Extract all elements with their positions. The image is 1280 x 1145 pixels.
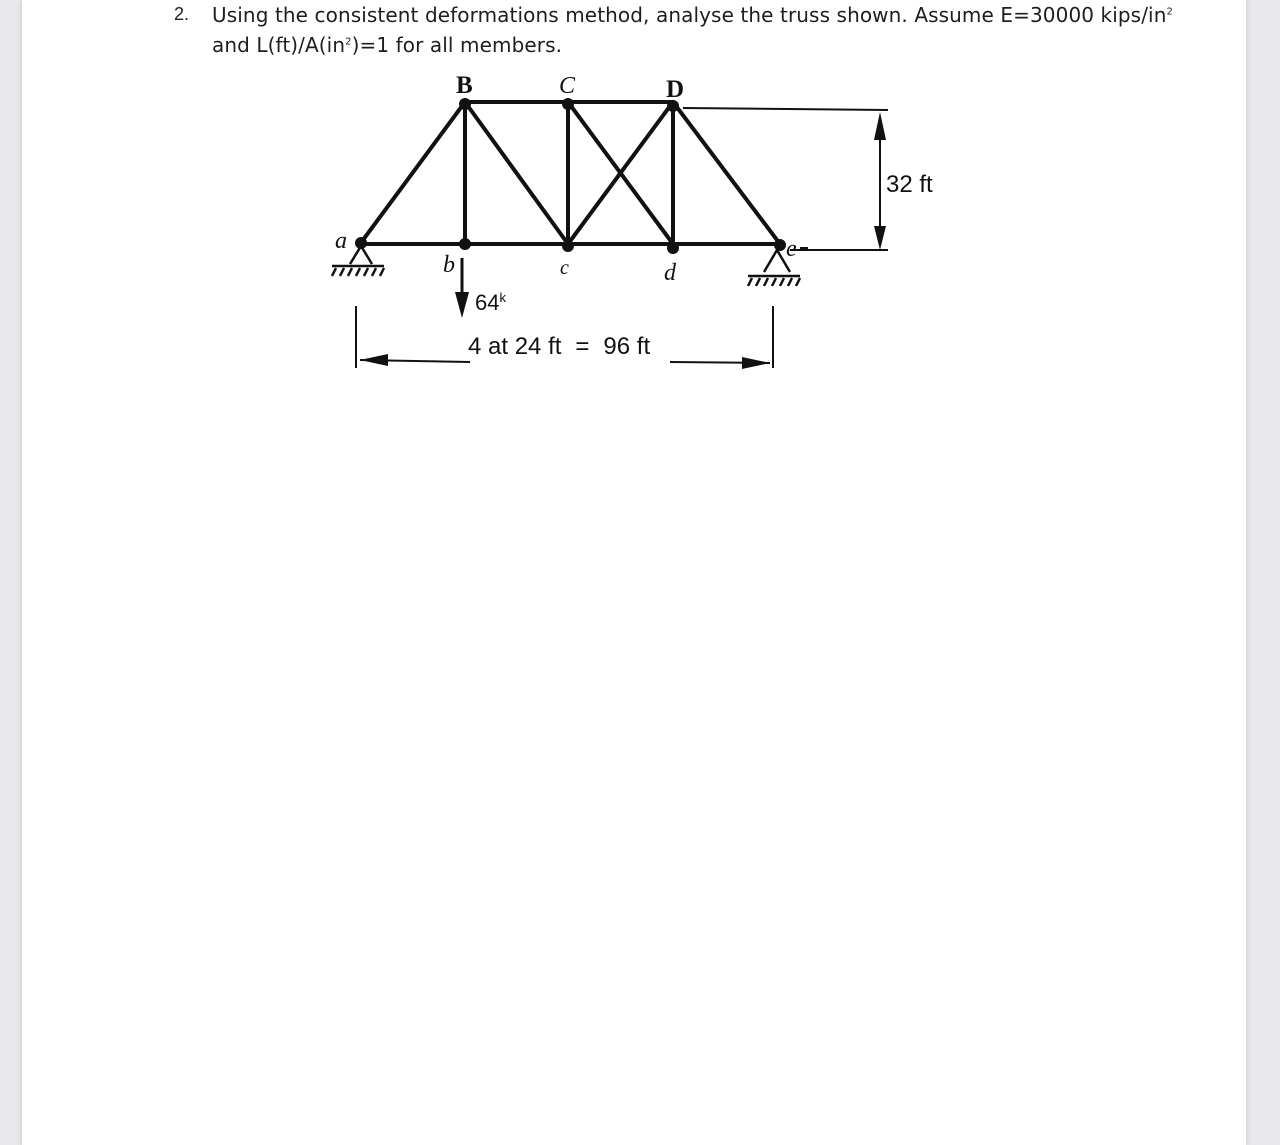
member-aB <box>360 102 465 244</box>
height-dimension <box>683 108 888 250</box>
label-c: c <box>560 257 569 279</box>
truss-members <box>360 102 780 244</box>
span-arrow-right-icon <box>742 357 770 369</box>
label-a: a <box>335 228 347 254</box>
joint-B <box>459 98 471 110</box>
height-arrow-up-icon <box>874 112 886 140</box>
height-arrow-down-icon <box>874 226 886 250</box>
member-De <box>673 102 780 244</box>
truss-joints <box>355 98 786 254</box>
question-line-2-text-b: )=1 for all members. <box>351 33 563 57</box>
joint-e <box>774 239 786 251</box>
question-line-2-text-a: and L(ft)/A(in <box>212 33 346 57</box>
span-dim-label: 4 at 24 ft = 96 ft <box>468 333 651 360</box>
superscript: 2 <box>1166 6 1173 18</box>
question-line-1-text: Using the consistent deformations method, analyse the truss shown. Assume E=30000 kips/in <box>212 3 1167 27</box>
joint-b <box>459 238 471 250</box>
label-C: C <box>559 73 576 99</box>
label-e: e <box>786 236 797 262</box>
joint-d <box>667 242 679 254</box>
load-arrow <box>455 258 469 318</box>
label-D: D <box>666 76 685 103</box>
load-label: 64$^k$ <box>475 290 506 315</box>
span-arrow-left-icon <box>360 354 388 366</box>
joint-C <box>562 98 574 110</box>
joint-c <box>562 240 574 252</box>
label-b: b <box>443 252 455 278</box>
height-dim-label: 32 ft <box>886 171 933 198</box>
span-dimension <box>356 306 773 368</box>
question-number: 2. <box>174 4 190 24</box>
label-d: d <box>664 260 676 286</box>
member-Bc <box>465 102 568 244</box>
superscript: 2 <box>345 36 352 48</box>
label-B: B <box>456 72 473 99</box>
